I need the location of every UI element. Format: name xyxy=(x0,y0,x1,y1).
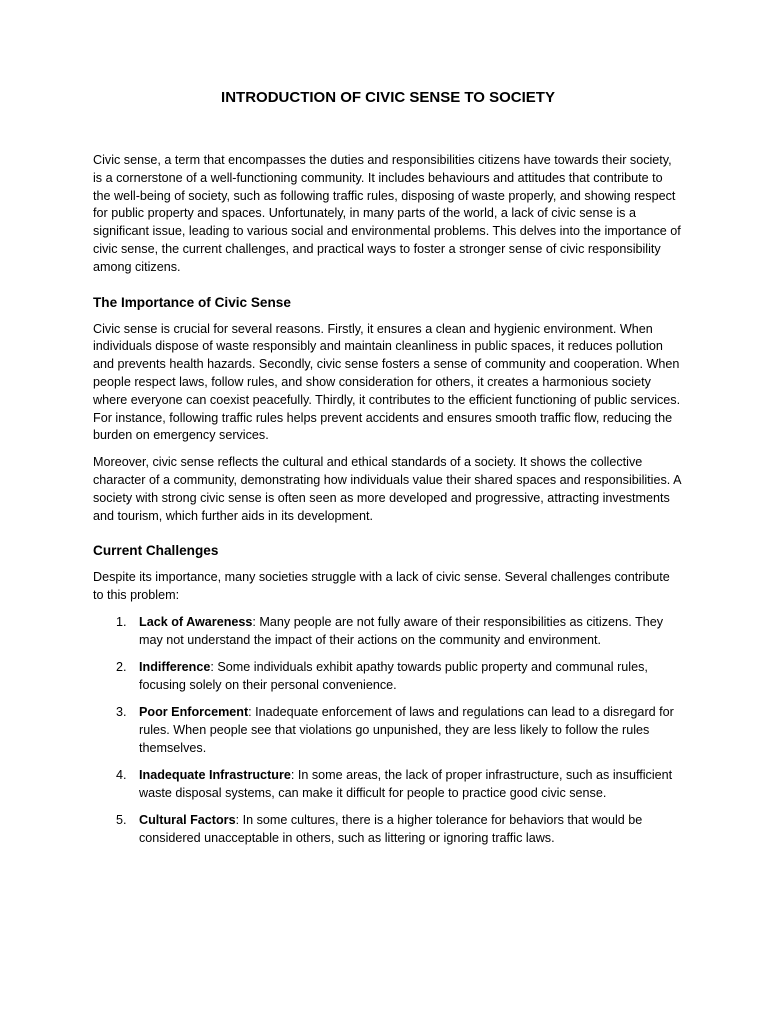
list-item-number: 3. xyxy=(116,705,127,720)
list-item xyxy=(93,704,683,757)
section-heading-importance: The Importance of Civic Sense xyxy=(93,294,291,310)
list-item xyxy=(93,767,683,803)
list-item-text: : In some cultures, there is a higher tolerance for behaviors that would be considered unacceptable in others, such as littering or ignoring traffic laws. xyxy=(139,813,643,845)
importance-paragraph-2: Moreover, civic sense reflects the cultural and ethical standards of a society. It shows the collective character of a community, demonstrating how individuals value their shared spaces and responsibilities. A society with strong civic sense is often seen as more developed and progressive, attracting investments and tourism, which further aids in its development. xyxy=(93,455,681,523)
list-item-number: 4. xyxy=(116,768,127,783)
list-item-text: : Inadequate enforcement of laws and regulations can lead to a disregard for rules. When people see that violations go unpunished, they are less likely to follow the rules themselves. xyxy=(139,705,674,755)
intro-paragraph: Civic sense, a term that encompasses the duties and responsibilities citizens have towards their society, is a cornerstone of a well-functioning community. It includes behaviours and attitudes that contribute to the well-being of society, such as following traffic rules, disposing of waste properly, and showing respect for public property and spaces. Unfortunately, in many parts of the world, a lack of civic sense is a significant issue, leading to various social and environmental problems. This delves into the importance of civic sense, the current challenges, and practical ways to foster a stronger sense of civic responsibility among citizens. xyxy=(93,153,681,274)
list-item xyxy=(93,812,683,848)
list-item-text: : In some areas, the lack of proper infrastructure, such as insufficient waste disposal systems, can make it difficult for people to practice good civic sense. xyxy=(139,768,673,800)
list-item xyxy=(93,659,683,695)
list-item-term: Inadequate Infrastructure xyxy=(139,768,291,783)
list-item-term: Poor Enforcement xyxy=(139,705,249,720)
list-item-number: 5. xyxy=(116,813,127,828)
document-title: INTRODUCTION OF CIVIC SENSE TO SOCIETY xyxy=(221,89,555,106)
challenges-intro-paragraph: Despite its importance, many societies struggle with a lack of civic sense. Several challenges contribute to this problem: xyxy=(93,570,670,603)
list-item-term: Cultural Factors xyxy=(139,813,236,828)
challenges-list xyxy=(93,614,683,848)
list-item-term: Lack of Awareness xyxy=(139,614,253,629)
list-item-text: : Many people are not fully aware of their responsibilities as citizens. They may not understand the impact of their actions on the community and environment. xyxy=(139,614,664,647)
list-item-text: : Some individuals exhibit apathy towards public property and communal rules, focusing solely on their personal convenience. xyxy=(139,660,648,692)
list-item-number: 2. xyxy=(116,660,127,675)
document-page xyxy=(93,88,683,857)
list-item xyxy=(93,614,683,650)
list-item-number: 1. xyxy=(116,614,127,629)
importance-paragraph-1: Civic sense is crucial for several reasons. Firstly, it ensures a clean and hygienic environment. When individuals dispose of waste responsibly and maintain cleanliness in public spaces, it reduces pollution and prevents health hazards. Secondly, civic sense fosters a sense of community and cooperation. When people respect laws, follow rules, and show consideration for others, it creates a harmonious society where everyone can coexist peacefully. Thirdly, it contributes to the efficient functioning of public services. For instance, following traffic rules helps prevent accidents and ensures smooth traffic flow, reducing the burden on emergency services. xyxy=(93,321,681,443)
list-item-term: Indifference xyxy=(139,660,211,675)
section-heading-challenges: Current Challenges xyxy=(93,543,219,559)
